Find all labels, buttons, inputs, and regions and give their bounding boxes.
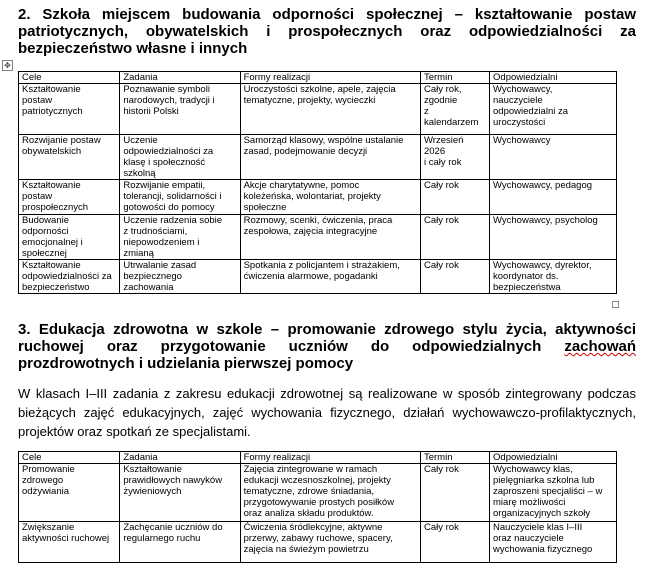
column-header: Zadania <box>120 452 240 464</box>
table-cell: Akcje charytatywne, pomoc koleżeńska, wolontariat, projekty społeczne <box>240 180 420 215</box>
table-cell: Rozwijanie postaw obywatelskich <box>19 135 120 180</box>
table-cell: Budowanie odporności emocjonalnej i społecznej <box>19 215 120 260</box>
table-cell: Promowanie zdrowego odżywiania <box>19 464 120 522</box>
table-header-row <box>19 72 617 84</box>
move-cross-icon[interactable]: ✥ <box>2 60 13 71</box>
table-row <box>19 180 617 215</box>
table-cell: Rozmowy, scenki, ćwiczenia, praca zespołowa, zajęcia integracyjne <box>240 215 420 260</box>
table-row <box>19 522 617 563</box>
table-cell: Rozwijanie empatii, tolerancji, solidarności i gotowości do pomocy <box>120 180 240 215</box>
table-cell: Utrwalanie zasad bezpiecznego zachowania <box>120 260 240 294</box>
table-cell: Kształtowanie odpowiedzialności za bezpieczeństwo <box>19 260 120 294</box>
column-header: Cele <box>19 72 120 84</box>
table-cell: Uroczystości szkolne, apele, zajęcia tematyczne, projekty, wycieczki <box>240 84 420 135</box>
table-cell: Nauczyciele klas I–III oraz nauczyciele wychowania fizycznego <box>490 522 617 563</box>
section-3-table <box>18 451 617 563</box>
table-cell: Spotkania z policjantem i strażakiem, ćwiczenia alarmowe, pogadanki <box>240 260 420 294</box>
table-cell: Uczenie odpowiedzialności za klasę i społeczność szkolną <box>120 135 240 180</box>
column-header: Cele <box>19 452 120 464</box>
column-header: Formy realizacji <box>240 72 420 84</box>
table-cell: Zachęcanie uczniów do regularnego ruchu <box>120 522 240 563</box>
table-cell: Samorząd klasowy, wspólne ustalanie zasad, podejmowanie decyzji <box>240 135 420 180</box>
column-header: Termin <box>420 72 489 84</box>
table-row <box>19 84 617 135</box>
column-header: Odpowiedzialni <box>490 452 617 464</box>
section-2-heading: 2. Szkoła miejscem budowania odporności społecznej – kształtowanie postaw patriotycznych, obywatelskich i prospołecznych oraz odpowiedzialności za bezpieczeństwo własne i innych <box>18 6 636 57</box>
table-header-row <box>19 452 617 464</box>
resize-square-icon[interactable] <box>612 301 619 308</box>
table-row <box>19 464 617 522</box>
table-row <box>19 260 617 294</box>
table-cell: Cały rok <box>420 260 489 294</box>
spellcheck-word[interactable]: zachowań <box>564 338 636 355</box>
section-2-table <box>18 71 617 294</box>
column-header: Zadania <box>120 72 240 84</box>
table-cell: Zajęcia zintegrowane w ramach edukacji wczesnoszkolnej, projekty tematyczne, zdrowe śniadania, przygotowywanie prostych posiłków oraz analiza składu produktów. <box>240 464 420 522</box>
table-cell: Cały rok <box>420 180 489 215</box>
table-cell: Wrzesień 2026 i cały rok <box>420 135 489 180</box>
table-cell: Zwiększanie aktywności ruchowej <box>19 522 120 563</box>
table-cell: Kształtowanie prawidłowych nawyków żywieniowych <box>120 464 240 522</box>
table-cell: Wychowawcy, dyrektor, koordynator ds. bezpieczeństwa <box>490 260 617 294</box>
table-cell: Kształtowanie postaw patriotycznych <box>19 84 120 135</box>
table-cell: Poznawanie symboli narodowych, tradycji i historii Polski <box>120 84 240 135</box>
table-row <box>19 135 617 180</box>
table-cell: Cały rok <box>420 215 489 260</box>
table-row <box>19 215 617 260</box>
column-header: Termin <box>420 452 489 464</box>
column-header: Odpowiedzialni <box>490 72 617 84</box>
table-cell: Wychowawcy, nauczyciele odpowiedzialni za uroczystości <box>490 84 617 135</box>
table-cell: Uczenie radzenia sobie z trudnościami, niepowodzeniem i zmianą <box>120 215 240 260</box>
table-cell: Wychowawcy klas, pielęgniarka szkolna lub zaproszeni specjaliści – w miarę możliwości organizacyjnych szkoły <box>490 464 617 522</box>
table-cell: Ćwiczenia śródlekcyjne, aktywne przerwy, zabawy ruchowe, spacery, zajęcia na świeżym powietrzu <box>240 522 420 563</box>
table-cell: Cały rok <box>420 464 489 522</box>
heading-text-a: 3. Edukacja zdrowotna w szkole – promowanie zdrowego stylu życia, aktywności ruchowej oraz przygotowanie uczniów do odpowiedzialnych <box>18 321 636 355</box>
section-3-paragraph: W klasach I–III zadania z zakresu edukacji zdrowotnej są realizowane w sposób zintegrowany podczas bieżących zajęć edukacyjnych, zajęć wychowania fizycznego, działań wychowawczo-profilaktycznych, projektów oraz spotkań ze specjalistami. <box>18 386 636 439</box>
table-cell: Cały rok, zgodnie z kalendarzem <box>420 84 489 135</box>
table-cell: Wychowawcy <box>490 135 617 180</box>
table-cell: Kształtowanie postaw prospołecznych <box>19 180 120 215</box>
table-body <box>19 452 617 563</box>
table-cell: Cały rok <box>420 522 489 563</box>
section-3-heading <box>18 321 636 372</box>
table-cell: Wychowawcy, psycholog <box>490 215 617 260</box>
column-header: Formy realizacji <box>240 452 420 464</box>
heading-text-b: prozdrowotnych i udzielania pierwszej pomocy <box>18 355 354 372</box>
table-body <box>19 72 617 294</box>
table-cell: Wychowawcy, pedagog <box>490 180 617 215</box>
